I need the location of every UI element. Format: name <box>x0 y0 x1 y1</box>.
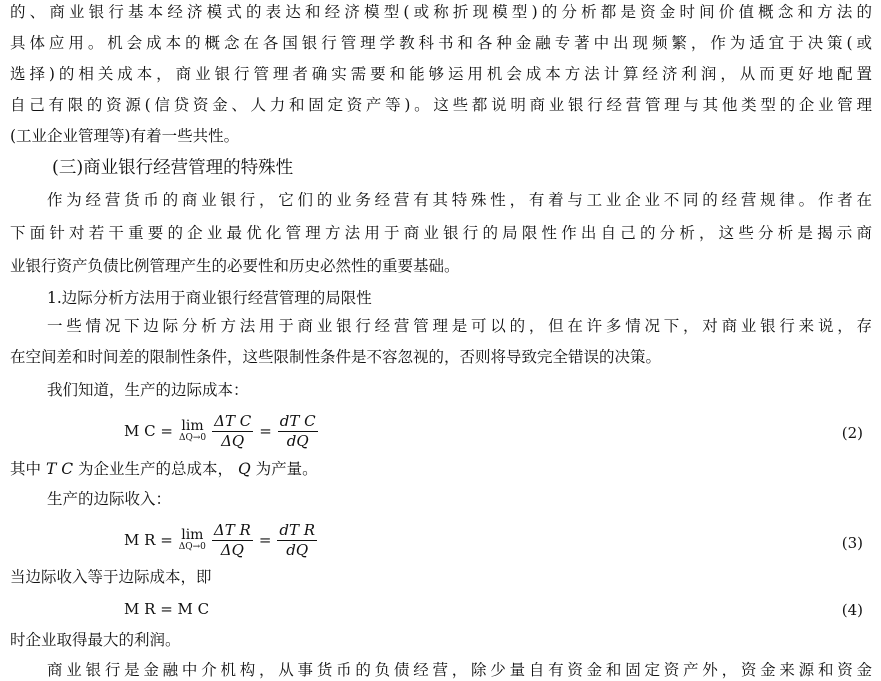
equation-number: (2) <box>841 424 863 442</box>
equation-number: (3) <box>841 534 863 552</box>
body-text-line: 我们知道，生产的边际成本： <box>47 381 249 399</box>
section-heading: (三)商业银行经营管理的特殊性 <box>52 158 294 178</box>
fraction-delta: $\frac{\text{ΔT R}}{\Delta Q}$ <box>213 521 251 559</box>
symbol-tc: T C <box>45 460 74 478</box>
equation-lhs: M C = <box>124 422 173 440</box>
equals-sign: = <box>259 422 272 440</box>
body-text-line: (工业企业管理等)有着一些共性。 <box>10 127 240 145</box>
subheading: 1.边际分析方法用于商业银行经营管理的局限性 <box>47 289 372 307</box>
body-text-line: 的、商业银行基本经济模式的表达和经济模型(或称折现模型)的分析都是资金时间价值概念和方法的 <box>10 3 872 21</box>
equals-sign: = <box>258 531 272 549</box>
body-text-line: 一些情况下边际分析方法用于商业银行经营管理是可以的，但在许多情况下，对商业银行来说，存 <box>47 317 872 335</box>
fraction-derivative: $\frac{\text{dT R}}{dQ}$ <box>279 521 316 559</box>
body-text-line: 下面针对若干重要的企业最优化管理方法用于商业银行的局限性作出自己的分析，这些分析是揭示商 <box>10 224 872 242</box>
body-text-line: 生产的边际收入： <box>47 490 172 508</box>
body-text-line: 业银行资产负债比例管理产生的必要性和历史必然性的重要基础。 <box>10 257 460 275</box>
body-text-line: 当边际收入等于边际成本，即 <box>10 568 212 586</box>
body-text-line: 在空间差和时间差的限制性条件，这些限制性条件是不容忽视的，否则将导致完全错误的决策。 <box>10 348 662 366</box>
symbol-q: Q <box>237 460 251 478</box>
body-text-line: 时企业取得最大的利润。 <box>10 631 181 649</box>
body-text-line: 商业银行是金融中介机构，从事货币的负债经营，除少量自有资金和固定资产外，资金来源和资金 <box>47 661 872 679</box>
body-text-line: 自己有限的资源(信贷资金、人力和固定资产等)。这些都说明商业银行经营管理与其他类型的企业管理 <box>10 96 872 114</box>
equation-number: (4) <box>841 601 863 619</box>
equation-mc <box>124 413 318 449</box>
equation-mr-equals-mc: M R = M C <box>124 600 210 618</box>
fraction-derivative: $\frac{\text{dT C}}{dQ}$ <box>279 412 316 450</box>
body-text-line: 具体应用。机会成本的概念在各国银行管理学教科书和各种金融专著中出现频繁，作为适宜于决策(或 <box>10 34 872 52</box>
limit-operator: lim ΔQ→0 <box>178 418 207 443</box>
equation-lhs: M R = <box>124 531 173 549</box>
limit-operator: lim ΔQ→0 <box>178 527 206 552</box>
fraction-delta: $\frac{\text{ΔT C}}{\Delta Q}$ <box>214 412 252 450</box>
equation-mr <box>124 522 317 558</box>
body-text-line: 作为经营货币的商业银行，它们的业务经营有其特殊性，有着与工业企业不同的经营规律。作者在 <box>47 191 872 209</box>
body-text-line: 其中 T C 为企业生产的总成本， Q 为产量。 <box>10 460 318 478</box>
body-text-line: 选择)的相关成本，商业银行管理者确实需要和能够运用机会成本方法计算经济利润，从而更好地配置 <box>10 65 872 83</box>
